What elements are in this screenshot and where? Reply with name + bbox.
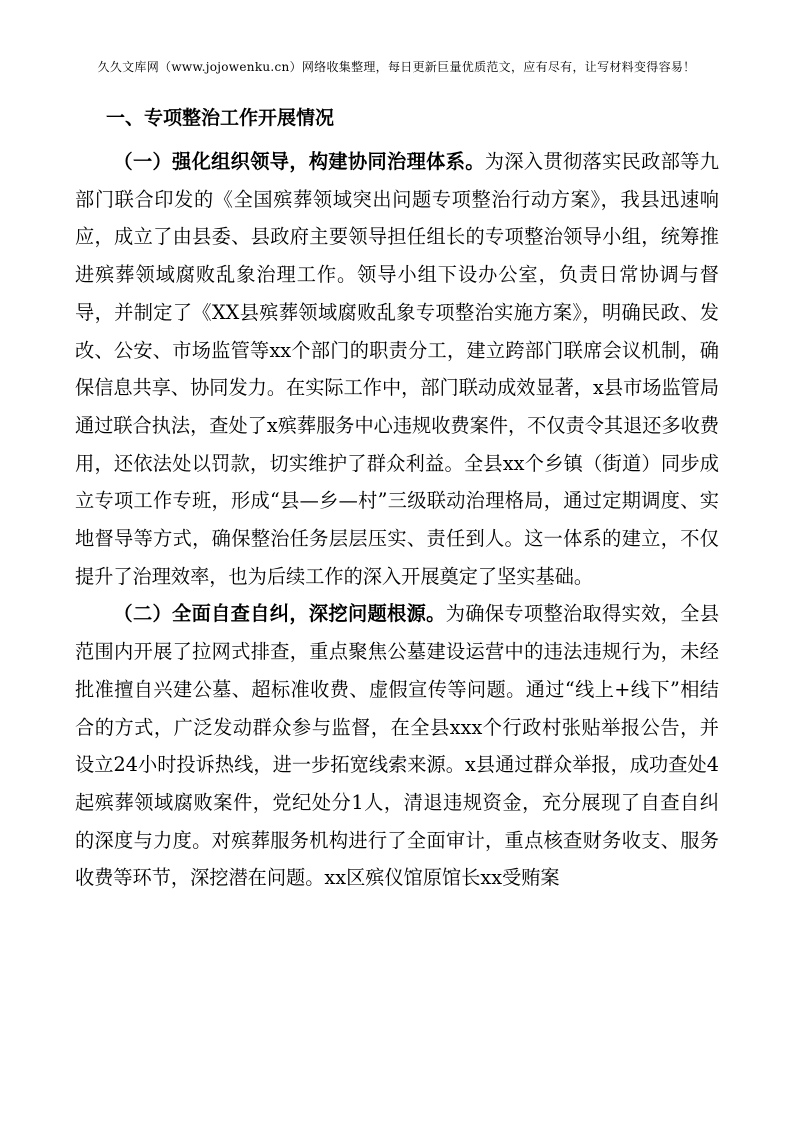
paragraph-lead: （二）全面自查自纠，深挖问题根源。 (113, 602, 446, 626)
paragraph-organization (75, 143, 719, 595)
document-body (75, 143, 719, 897)
page-header: 久久文库网（www.jojowenku.cn）网络收集整理，每日更新巨量优质范文，应有尽有，让写材料变得容易！ (97, 60, 696, 74)
paragraph-text: 为确保专项整治取得实效，全县范围内开展了拉网式排查，重点聚焦公墓建设运营中的违法违规行为，未经批准擅自兴建公墓、超标准收费、虚假宣传等问题。通过“线上+线下”相结合的方式，广泛发动群众参与监督，在全县xxx个行政村张贴举报公告，并设立24小时投诉热线，进一步拓宽线索来源。x县通过群众举报，成功查处4起殡葬领域腐败案件，党纪处分1人，清退违规资金，充分展现了自查自纠的深度与力度。对殡葬服务机构进行了全面审计，重点核查财务收支、服务收费等环节，深挖潜在问题。xx区殡仪馆原馆长xx受贿案 (75, 602, 720, 890)
paragraph-lead: （一）强化组织领导，构建协同治理体系。 (113, 150, 485, 173)
paragraph-text: 为深入贯彻落实民政部等九部门联合印发的《全国殡葬领域突出问题专项整治行动方案》，我县迅速响应，成立了由县委、县政府主要领导担任组长的专项整治领导小组，统筹推进殡葬领域腐败乱象治理工作。领导小组下设办公室，负责日常协调与督导，并制定了《XX县殡葬领域腐败乱象专项整治实施方案》，明确民政、发改、公安、市场监管等xx个部门的职责分工，建立跨部门联席会议机制，确保信息共享、协同发力。在实际工作中，部门联动成效显著，x县市场监管局通过联合执法，查处了x殡葬服务中心违规收费案件，不仅责令其退还多收费用，还依法处以罚款，切实维护了群众利益。全县xx个乡镇（街道）同步成立专项工作专班，形成“县—乡—村”三级联动治理格局，通过定期调度、实地督导等方式，确保整治任务层层压实、责任到人。这一体系的建立，不仅提升了治理效率，也为后续工作的深入开展奠定了坚实基础。 (75, 150, 720, 588)
section-title: 一、专项整治工作开展情况 (106, 107, 335, 129)
paragraph-self-inspection (75, 595, 719, 897)
